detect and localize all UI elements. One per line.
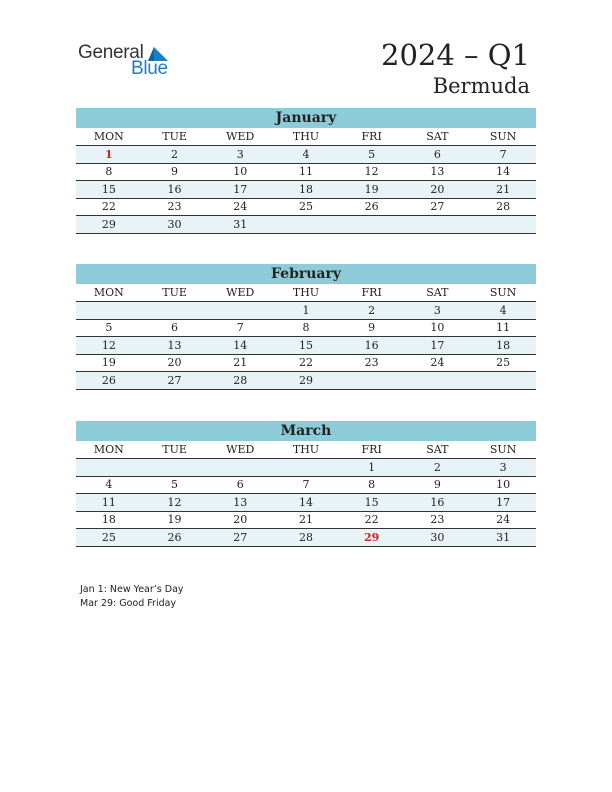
month-title: February	[76, 264, 536, 284]
weekday-header: SAT	[405, 128, 471, 146]
month-calendar-january	[76, 108, 536, 234]
week-row	[76, 459, 536, 477]
day-cell: 7	[207, 319, 273, 337]
day-cell: 2	[339, 302, 405, 320]
day-cell: 19	[142, 511, 208, 529]
day-cell: 13	[142, 337, 208, 355]
weekday-header: MON	[76, 441, 142, 459]
day-cell: 6	[405, 146, 471, 164]
day-cell: 8	[273, 319, 339, 337]
day-cell: 5	[76, 319, 142, 337]
week-row	[76, 337, 536, 355]
day-cell	[207, 302, 273, 320]
day-cell-holiday: 29	[339, 529, 405, 547]
day-cell: 27	[142, 372, 208, 390]
day-cell: 11	[470, 319, 536, 337]
day-cell	[339, 216, 405, 234]
day-cell	[339, 372, 405, 390]
week-row	[76, 511, 536, 529]
logo-text-general: General	[78, 42, 144, 63]
day-cell: 8	[76, 163, 142, 181]
day-cell: 12	[142, 494, 208, 512]
day-cell: 12	[76, 337, 142, 355]
week-row	[76, 163, 536, 181]
weekday-header: FRI	[339, 284, 405, 302]
day-cell: 1	[339, 459, 405, 477]
week-row	[76, 354, 536, 372]
day-cell: 15	[76, 181, 142, 199]
day-cell: 5	[142, 476, 208, 494]
day-cell: 16	[142, 181, 208, 199]
weekday-header: FRI	[339, 441, 405, 459]
day-cell: 16	[339, 337, 405, 355]
day-cell: 21	[207, 354, 273, 372]
week-row	[76, 494, 536, 512]
day-cell: 29	[76, 216, 142, 234]
month-grid	[76, 284, 536, 390]
day-cell: 20	[142, 354, 208, 372]
day-cell: 17	[470, 494, 536, 512]
day-cell: 2	[405, 459, 471, 477]
weekday-header: TUE	[142, 128, 208, 146]
week-row	[76, 198, 536, 216]
week-row	[76, 146, 536, 164]
day-cell: 14	[470, 163, 536, 181]
weekday-header: THU	[273, 441, 339, 459]
day-cell	[470, 216, 536, 234]
day-cell: 4	[470, 302, 536, 320]
day-cell: 4	[76, 476, 142, 494]
weekday-header: THU	[273, 284, 339, 302]
day-cell: 25	[470, 354, 536, 372]
weekday-header: THU	[273, 128, 339, 146]
day-cell: 30	[405, 529, 471, 547]
day-cell: 22	[76, 198, 142, 216]
weekday-header: SUN	[470, 128, 536, 146]
day-cell	[405, 216, 471, 234]
day-cell: 26	[76, 372, 142, 390]
week-row	[76, 372, 536, 390]
weekday-header: MON	[76, 284, 142, 302]
day-cell: 6	[142, 319, 208, 337]
holiday-notes	[80, 583, 184, 611]
day-cell: 16	[405, 494, 471, 512]
day-cell	[76, 459, 142, 477]
day-cell: 10	[405, 319, 471, 337]
logo-text-blue: Blue	[131, 58, 168, 79]
day-cell: 15	[273, 337, 339, 355]
day-cell: 8	[339, 476, 405, 494]
month-calendar-march	[76, 421, 536, 547]
day-cell: 9	[142, 163, 208, 181]
day-cell: 28	[273, 529, 339, 547]
day-cell: 14	[207, 337, 273, 355]
day-cell	[405, 372, 471, 390]
weekday-header: MON	[76, 128, 142, 146]
day-cell	[273, 459, 339, 477]
day-cell: 14	[273, 494, 339, 512]
day-cell: 12	[339, 163, 405, 181]
day-cell: 27	[207, 529, 273, 547]
day-cell: 23	[405, 511, 471, 529]
weekday-header: WED	[207, 284, 273, 302]
day-cell	[207, 459, 273, 477]
month-title: January	[76, 108, 536, 128]
day-cell: 26	[339, 198, 405, 216]
week-row	[76, 302, 536, 320]
day-cell: 9	[405, 476, 471, 494]
day-cell: 9	[339, 319, 405, 337]
holiday-note: Mar 29: Good Friday	[80, 598, 177, 609]
weekday-header: WED	[207, 128, 273, 146]
month-calendar-february	[76, 264, 536, 390]
month-grid	[76, 128, 536, 234]
day-cell: 10	[470, 476, 536, 494]
day-cell: 15	[339, 494, 405, 512]
weekday-header: SUN	[470, 441, 536, 459]
day-cell: 13	[207, 494, 273, 512]
day-cell: 18	[76, 511, 142, 529]
day-cell: 2	[142, 146, 208, 164]
day-cell: 21	[470, 181, 536, 199]
day-cell: 31	[470, 529, 536, 547]
day-cell: 7	[470, 146, 536, 164]
day-cell: 21	[273, 511, 339, 529]
day-cell: 28	[470, 198, 536, 216]
day-cell: 1	[273, 302, 339, 320]
day-cell	[470, 372, 536, 390]
day-cell: 20	[207, 511, 273, 529]
day-cell: 24	[207, 198, 273, 216]
holiday-note: Jan 1: New Year’s Day	[80, 584, 184, 595]
day-cell: 4	[273, 146, 339, 164]
week-row	[76, 476, 536, 494]
day-cell: 11	[76, 494, 142, 512]
day-cell	[142, 302, 208, 320]
day-cell	[76, 302, 142, 320]
weekday-header: TUE	[142, 441, 208, 459]
weekday-header: WED	[207, 441, 273, 459]
day-cell: 25	[273, 198, 339, 216]
day-cell: 20	[405, 181, 471, 199]
month-title: March	[76, 421, 536, 441]
day-cell: 25	[76, 529, 142, 547]
day-cell	[273, 216, 339, 234]
brand-logo	[78, 40, 188, 80]
day-cell: 24	[405, 354, 471, 372]
day-cell: 27	[405, 198, 471, 216]
day-cell: 22	[273, 354, 339, 372]
day-cell: 5	[339, 146, 405, 164]
weekday-header: FRI	[339, 128, 405, 146]
weekday-header: SUN	[470, 284, 536, 302]
weekday-header: SAT	[405, 441, 471, 459]
day-cell: 24	[470, 511, 536, 529]
day-cell: 11	[273, 163, 339, 181]
day-cell: 18	[470, 337, 536, 355]
day-cell: 17	[207, 181, 273, 199]
day-cell: 17	[405, 337, 471, 355]
day-cell-holiday: 1	[76, 146, 142, 164]
week-row	[76, 319, 536, 337]
day-cell: 23	[142, 198, 208, 216]
page-title: 2024 – Q1	[381, 38, 530, 72]
weekday-header: TUE	[142, 284, 208, 302]
day-cell: 29	[273, 372, 339, 390]
day-cell: 26	[142, 529, 208, 547]
day-cell: 13	[405, 163, 471, 181]
day-cell: 28	[207, 372, 273, 390]
day-cell: 19	[339, 181, 405, 199]
week-row	[76, 216, 536, 234]
day-cell: 7	[273, 476, 339, 494]
day-cell: 3	[470, 459, 536, 477]
week-row	[76, 181, 536, 199]
day-cell: 19	[76, 354, 142, 372]
day-cell: 30	[142, 216, 208, 234]
weekday-header: SAT	[405, 284, 471, 302]
month-grid	[76, 441, 536, 547]
country-name: Bermuda	[432, 74, 530, 98]
day-cell: 23	[339, 354, 405, 372]
day-cell: 31	[207, 216, 273, 234]
day-cell: 3	[207, 146, 273, 164]
day-cell: 10	[207, 163, 273, 181]
week-row	[76, 529, 536, 547]
day-cell: 22	[339, 511, 405, 529]
day-cell: 6	[207, 476, 273, 494]
day-cell: 18	[273, 181, 339, 199]
day-cell: 3	[405, 302, 471, 320]
day-cell	[142, 459, 208, 477]
